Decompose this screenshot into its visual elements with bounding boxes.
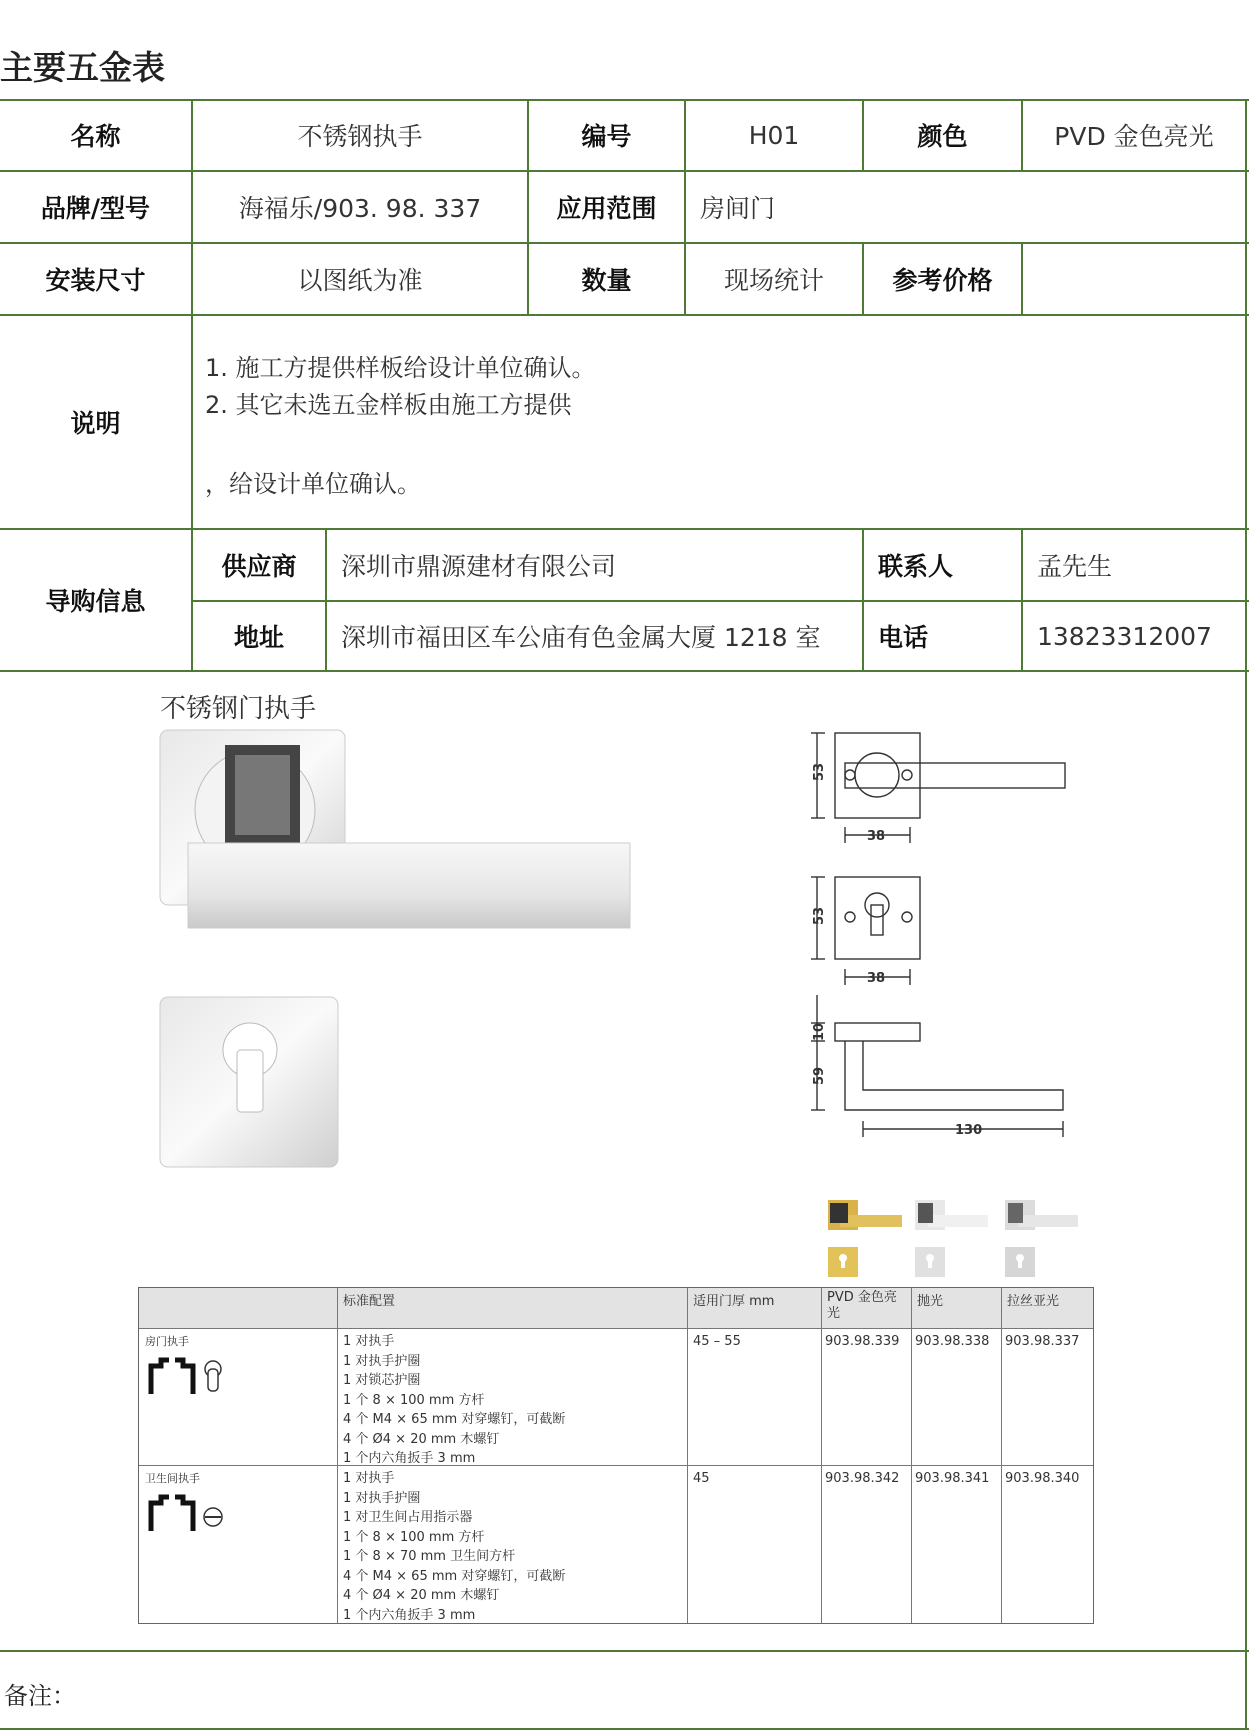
address-value: 深圳市福田区车公庙有色金属大厦 1218 室 xyxy=(341,623,821,652)
spec-item: 4 个 Ø4 × 20 mm 木螺钉 xyxy=(343,1431,500,1447)
spec-header-thickness: 适用门厚 mm xyxy=(693,1294,775,1309)
desc-line-3: ，给设计单位确认。 xyxy=(205,470,421,498)
desc-line-1: 1. 施工方提供样板给设计单位确认。 xyxy=(205,354,596,382)
remarks-label: 备注： xyxy=(4,1682,76,1710)
spec-item: 1 个 8 × 100 mm 方杆 xyxy=(343,1529,485,1545)
contact-label: 联系人 xyxy=(878,552,954,581)
spec-row-1-code-polished: 903.98.338 xyxy=(915,1334,990,1349)
brand-label: 品牌/型号 xyxy=(40,194,151,223)
color-value: PVD 金色亮光 xyxy=(1054,122,1214,151)
dim-lever-height: 59 xyxy=(812,1066,827,1085)
qty-value: 现场统计 xyxy=(723,266,824,295)
spec-item: 1 对执手护圈 xyxy=(343,1353,421,1369)
spec-item: 4 个 M4 × 65 mm 对穿螺钉，可截断 xyxy=(343,1412,566,1427)
desc-line-2: 2. 其它未选五金样板由施工方提供 xyxy=(205,391,572,419)
spec-item: 1 个内六角扳手 3 mm xyxy=(343,1451,476,1466)
dim-esc-width: 38 xyxy=(867,971,886,986)
finish-thumbnails xyxy=(820,1195,1095,1280)
spec-header-brushed: 拉丝亚光 xyxy=(1007,1294,1060,1309)
price-label: 参考价格 xyxy=(892,266,993,295)
spec-item: 1 对执手护圈 xyxy=(343,1490,421,1506)
dim-lever-length: 130 xyxy=(955,1123,983,1138)
phone-label: 电话 xyxy=(878,623,929,652)
dim-esc-height: 53 xyxy=(812,906,827,925)
supplier-value: 深圳市鼎源建材有限公司 xyxy=(341,552,617,581)
product-photo xyxy=(150,725,640,1175)
spec-item: 1 对执手 xyxy=(343,1334,395,1349)
spec-item: 1 个内六角扳手 3 mm xyxy=(343,1607,476,1623)
spec-row-2-name: 卫生间执手 xyxy=(145,1472,200,1485)
spec-row-2-code-pvd: 903.98.342 xyxy=(825,1471,900,1486)
spec-row-1-thickness: 45 – 55 xyxy=(693,1334,741,1349)
spec-item: 4 个 Ø4 × 20 mm 木螺钉 xyxy=(343,1588,500,1603)
size-label: 安装尺寸 xyxy=(45,266,146,295)
spec-row-2-code-brushed: 903.98.340 xyxy=(1005,1471,1080,1486)
scope-value: 房间门 xyxy=(700,194,776,223)
spec-row-2-code-polished: 903.98.341 xyxy=(915,1471,990,1486)
spec-header-config: 标准配置 xyxy=(343,1294,396,1309)
dim-rose-height: 53 xyxy=(812,762,827,781)
spec-row-2-thickness: 45 xyxy=(693,1471,710,1486)
spec-item: 1 对锁芯护圈 xyxy=(343,1373,421,1388)
page-title: 主要五金表 xyxy=(0,48,165,87)
spec-item: 1 个 8 × 70 mm 卫生间方杆 xyxy=(343,1549,516,1564)
spec-header-pvd: PVD 金色亮光 xyxy=(827,1290,897,1321)
spec-row-1-code-pvd: 903.98.339 xyxy=(825,1334,900,1349)
bathroom-handle-icon xyxy=(147,1493,227,1535)
dim-rose-width: 38 xyxy=(867,829,886,844)
code-value: H01 xyxy=(748,120,800,150)
purchase-label: 导购信息 xyxy=(45,587,146,616)
door-handle-icon xyxy=(147,1356,227,1398)
size-value: 以图纸为准 xyxy=(297,266,423,295)
name-value: 不锈钢执手 xyxy=(297,122,423,151)
spec-item: 4 个 M4 × 65 mm 对穿螺钉，可截断 xyxy=(343,1568,566,1584)
spec-header-polished: 抛光 xyxy=(917,1294,944,1309)
qty-label: 数量 xyxy=(581,266,632,295)
dim-lever-top: 10 xyxy=(812,1022,827,1041)
brand-value: 海福乐/903. 98. 337 xyxy=(238,194,482,223)
spec-row-1-code-brushed: 903.98.337 xyxy=(1005,1334,1080,1349)
spec-item: 1 个 8 × 100 mm 方杆 xyxy=(343,1392,485,1408)
address-label: 地址 xyxy=(233,623,284,652)
contact-value: 孟先生 xyxy=(1037,552,1113,581)
spec-header-row xyxy=(139,1288,1093,1328)
scope-label: 应用范围 xyxy=(556,194,657,223)
dimension-drawings xyxy=(805,725,1075,1145)
spec-row-1-name: 房门执手 xyxy=(145,1335,189,1348)
name-label: 名称 xyxy=(70,122,121,151)
supplier-label: 供应商 xyxy=(221,552,297,581)
spec-item: 1 对卫生间占用指示器 xyxy=(343,1510,473,1525)
desc-label: 说明 xyxy=(70,409,121,438)
phone-value: 13823312007 xyxy=(1037,621,1212,651)
price-value xyxy=(1023,244,1245,314)
spec-table xyxy=(138,1287,1094,1624)
code-label: 编号 xyxy=(581,122,632,151)
color-label: 颜色 xyxy=(917,122,968,151)
spec-item: 1 对执手 xyxy=(343,1471,395,1486)
product-label: 不锈钢门执手 xyxy=(160,694,317,724)
